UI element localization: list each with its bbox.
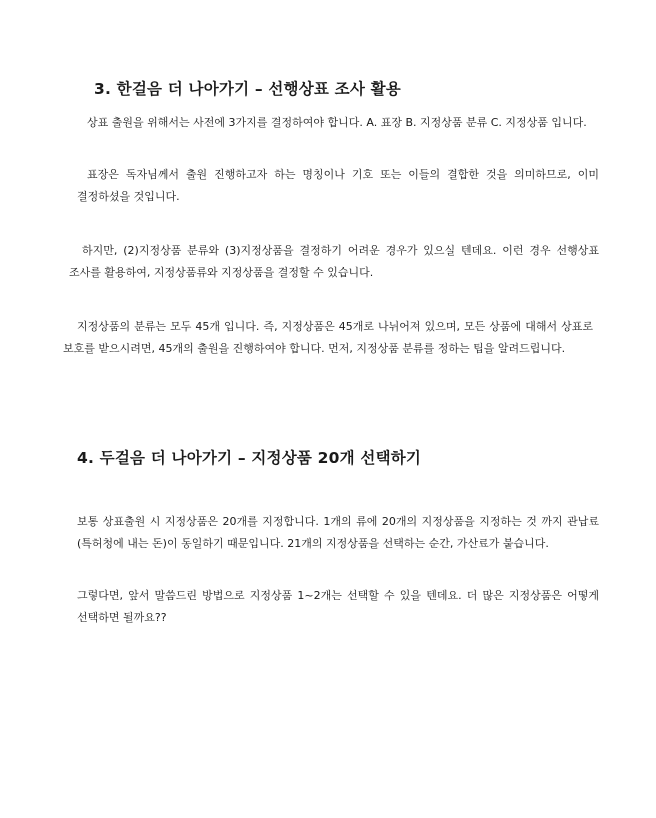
section-3-paragraph-2: 표장은 독자님께서 출원 진행하고자 하는 명칭이나 기호 또는 이들의 결합한 것을 의미하므로, 이미 결정하셨을 것입니다. — [77, 168, 599, 203]
section-4-paragraph-2: 그렇다면, 앞서 말씀드린 방법으로 지정상품 1~2개는 선택할 수 있을 텐데요. 더 많은 지정상품은 어떻게 선택하면 될까요?? — [77, 589, 599, 624]
section-3-paragraph-1: 상표 출원을 위해서는 사전에 3가지를 결정하여야 합니다. A. 표장 B. 지정상품 분류 C. 지정상품 입니다. — [87, 116, 587, 129]
section-4-heading: 4. 두걸음 더 나아가기 – 지정상품 20개 선택하기 — [77, 449, 422, 467]
section-4-paragraph-1: 보통 상표출원 시 지정상품은 20개를 지정합니다. 1개의 류에 20개의 지정상품을 지정하는 것 까지 관납료(특허청에 내는 돈)이 동일하기 때문입니다. 21개의 지정상품을 선택하는 순간, 가산료가 붙습니다. — [77, 515, 599, 550]
section-3-paragraph-4: 지정상품의 분류는 모두 45개 입니다. 즉, 지정상품은 45개로 나뉘어져 있으며, 모든 상품에 대해서 상표로 보호를 받으시려면, 45개의 출원을 진행하여야 합니다. 먼저, 지정상품 분류를 정하는 팁을 알려드립니다. — [63, 320, 593, 355]
section-3-paragraph-3: 하지만, (2)지정상품 분류와 (3)지정상품을 결정하기 어려운 경우가 있으실 텐데요. 이런 경우 선행상표 조사를 활용하여, 지정상품류와 지정상품을 결정할 수 있습니다. — [69, 244, 599, 279]
section-3-heading: 3. 한걸음 더 나아가기 – 선행상표 조사 활용 — [94, 80, 401, 98]
